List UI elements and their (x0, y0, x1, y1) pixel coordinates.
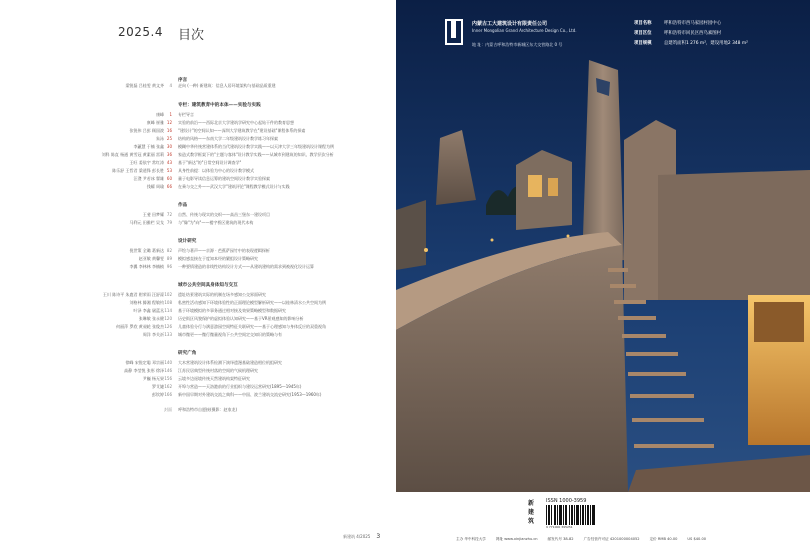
toc-entry-page: 43 (166, 160, 172, 165)
footer-journal: 新建筑 4/2025 (343, 534, 371, 539)
toc-entry-title: 基于"新达"的"日常空间设计调查学" (178, 160, 242, 165)
toc-entry[interactable] (0, 176, 396, 183)
toc-entry-title: 开埠与营造——天洛港前的行业组织与建设运营研究(1895—1945年) (178, 384, 302, 389)
toc-entry-authors: 罗艾婕 (152, 384, 164, 389)
toc-entry[interactable] (0, 264, 396, 271)
toc-entry-authors: 赵亚敏 黄馨雯 (138, 256, 164, 261)
issue-number: 2025.4 (118, 25, 163, 39)
toc-entry-authors: 彭钦婷 (152, 392, 164, 397)
toc-entry-page: 96 (166, 264, 172, 269)
issn: ISSN 1000-3959 (546, 498, 587, 504)
night-village-illustration (396, 0, 810, 492)
toc-entry[interactable] (0, 220, 396, 227)
toc-entry-page: 156 (164, 376, 172, 381)
toc-entry[interactable] (0, 360, 396, 367)
cover-credit-label: 封面 (164, 407, 172, 412)
toc-entry[interactable] (0, 292, 396, 299)
toc-entry-authors: 李翼 李林林 李楠桢 (129, 264, 164, 269)
toc-entry-page: 102 (164, 292, 172, 297)
toc-entry-page: 108 (164, 300, 172, 305)
toc-entry-title: 实验的前沿——西际北京大学建筑学研究中心起始干件的教育思想 (178, 120, 294, 125)
toc-entry-authors: 康峰 (156, 112, 164, 117)
toc-entry-title: 云境多边遥境传统天然建筑构架特征研究 (178, 376, 250, 381)
toc-entry-title: 一种要情建造的非线性结构设计方式——从建筑建构的需求到被视化设计运算 (178, 264, 314, 269)
toc-entry-authors: 徐峰 宋锐定聪 邓宗丽 (125, 360, 164, 365)
toc-entry-authors: 尹巍 杨无果 (142, 376, 164, 381)
cover-credit-text: 呼和浩特市自愿接(摄影：赵家龙) (178, 407, 238, 412)
toc-entry[interactable] (0, 212, 396, 219)
toc-entry-page: 140 (164, 360, 172, 365)
toc-entry-page: 60 (166, 176, 172, 181)
imprint-item: 主办 华中科技大学 (456, 537, 486, 541)
toc-entry-page: 53 (166, 168, 172, 173)
toc-page (0, 0, 396, 551)
toc-entry-authors: 李蕙慧 于楠 张鑫 (133, 144, 164, 149)
cover-photo (396, 0, 810, 492)
toc-entry[interactable] (0, 128, 396, 135)
imprint-item: 网址 www.xinjianzhu.cn (495, 537, 538, 541)
toc-entry-authors: 刘科 陈直 杨通 黄雪冠 黄素丽 雷莉 (101, 152, 164, 157)
firm-logo (445, 19, 463, 45)
cover-credit (0, 407, 396, 414)
toc-entry[interactable] (0, 248, 396, 255)
toc-entry-page: 25 (166, 136, 172, 141)
toc-entry-page: 30 (166, 144, 172, 149)
footer-page-number: 3 (376, 533, 381, 540)
toc-entry-title: 模糊中华传统营建体系的当代建筑设计教学实践——以天津大学三年级建筑设计课程为例 (178, 144, 334, 149)
toc-entry-authors: 马利元 田雅栏 吴戈 (129, 220, 164, 225)
toc-entry[interactable] (0, 184, 396, 191)
toc-entry-page: 162 (164, 384, 172, 389)
firm-address: 地 址：内蒙古呼和浩特市新城区东大交营路北 0 号 (472, 42, 563, 47)
toc-entry-authors: 陈乐舒 王哲君 梁道锋 彭长胜 (112, 168, 164, 173)
toc-entry-title: 私密性活动感知下环境体验性的正面理论模型解析研究——以桂林清水公共空间为例 (178, 300, 326, 305)
toc-entry-page: 89 (166, 256, 172, 261)
toc-entry-title: 城市微更——微行微量视角下公共空间定交知识的策略与有 (178, 332, 282, 337)
toc-entry-page: 72 (166, 212, 172, 217)
toc-entry-authors: 刘格林 滕湘 程敏钧 (129, 300, 164, 305)
toc-entry-authors: 钱耀 周瑜 (146, 184, 164, 189)
toc-entry-page: 36 (166, 152, 172, 157)
toc-entry-page: 133 (164, 332, 172, 337)
toc-entry[interactable] (0, 256, 396, 263)
barcode-icon (546, 505, 596, 525)
toc-entry[interactable] (0, 332, 396, 339)
toc-entry-title: 在乘与交之外——武汉大学"建筑评论"课程教学模式设计与实践 (178, 184, 290, 189)
toc-entry-title: 新中国早期对外建筑交流之典科——中国、波兰建筑交流史研究(1953—1960年) (178, 392, 322, 397)
toc-entry-page: 79 (166, 220, 172, 225)
toc-entry-authors: 叶泽 李鑫 屠蓝丞 (133, 308, 164, 313)
toc-entry-title: 江苏民居典型传统村落的空间的气候机理研究 (178, 368, 258, 373)
toc-entry-authors: 倪世策 全璐 葛新达 (129, 248, 164, 253)
toc-entry[interactable] (0, 83, 396, 90)
toc-section-heading: 专栏：建筑教育中的本体——实验与实践 (178, 103, 261, 108)
toc-section-heading: 研究广角 (178, 351, 197, 356)
magazine-logo: 新 建 筑 (528, 500, 535, 525)
toc-entry-title: 声绘与著声——京源 · 芭蕉萨园竹中的表现逻辑探析 (178, 248, 270, 253)
imprint-item: 邮发代号 38-82 (547, 537, 574, 541)
imprint-item: 广告经营许可证 4201000004052 (583, 537, 640, 541)
page-footer (343, 533, 380, 540)
toc-entry[interactable] (0, 300, 396, 307)
toc-entry-page: 66 (166, 184, 172, 189)
project-scale: 项目规模 总建筑面积1 276 m²，建设用地2 348 m² (634, 41, 748, 46)
toc-entry[interactable] (0, 376, 396, 383)
toc-entry-title: 走向 (一种) 新建筑：信息人居环境架构与基础品质重建 (178, 83, 276, 88)
toc-entry[interactable] (0, 316, 396, 323)
toc-entry-title: 模拟感直接在于度知本经的繁组设计策略研究 (178, 256, 258, 261)
toc-entry-page: 146 (164, 368, 172, 373)
toc-entry-title: 大木营建筑设计体系检测下演绎遗漫基础建造相位机组研究 (178, 360, 282, 365)
toc-entry-page: 12 (166, 120, 172, 125)
toc-entry[interactable] (0, 112, 396, 119)
project-location: 项目区位 呼和浩特市回民区西乌素图村 (634, 31, 722, 36)
toc-entry-authors: 高静 李莹悦 张彤 徐泽 (124, 368, 164, 373)
imprint-line (456, 537, 806, 542)
imprint-item: 定价 RMB 40.00 (649, 537, 678, 541)
toc-entry-page: 16 (166, 128, 172, 133)
toc-section-heading: 城市公共空间具身体知与交互 (178, 283, 238, 288)
toc-entry[interactable] (0, 392, 396, 399)
toc-entry-authors: 张琳敏 张永健 (138, 316, 164, 321)
firm-name-cn: 内蒙古工大建筑设计有限责任公司 (472, 21, 548, 27)
toc-entry-page: 82 (166, 248, 172, 253)
toc-entry-title: 结构的风格——东南大学二年级建筑设计教学练习年探索 (178, 136, 278, 141)
toc-entry-authors: 周洋 李关祈 (142, 332, 164, 337)
toc-entry-title: "建设计"的空间认知——深圳大学建筑教学在"建设基础"课程体系的探索 (178, 128, 306, 133)
firm-name-en: Inner Mongolian Grand Architecture Design Co., Ltd. (472, 28, 577, 33)
toc-entry-page: 1 (169, 112, 172, 117)
toc-entry-authors: 王斐 田梦耀 (142, 212, 164, 217)
toc-entry-page: 166 (164, 392, 172, 397)
toc-section-heading: 设计研究 (178, 239, 197, 244)
toc-section-heading: 作品 (178, 203, 188, 208)
toc-entry-title: 家造式教学框架下的"主题与客体"设计教学实践——从城市到建筑的知识、教学层次分析 (178, 152, 334, 157)
cover-page (396, 0, 810, 551)
toc-entry-title: 基于环境模拟的多事务通过相对接及效果策略模型和数据研究 (178, 308, 286, 313)
toc-entry-page: 120 (164, 316, 172, 321)
project-name: 项目名称 呼和浩特市西马家园村园中心 (634, 21, 722, 26)
toc-entry-title: 专栏导言 (178, 112, 194, 117)
toc-entry-authors: 何丽萍 罗欣 黄昶轮 张俊杰 (116, 324, 164, 329)
toc-entry-authors: 康峰 崔雅 (146, 120, 164, 125)
toc-entry-authors: 朱泳 (156, 136, 164, 141)
toc-entry-title: 与"像"为"向"——楼宇桥区建筑的现代木构 (178, 220, 254, 225)
toc-entry-title: 儿童体验分行与满意游园空间特征关联研究——基于心理感知与身体反应的双重视角 (178, 324, 326, 329)
toc-entry[interactable] (0, 120, 396, 127)
toc-entry[interactable] (0, 308, 396, 315)
toc-entry-authors: 张锐伟 吕彭 顾国波 (129, 128, 164, 133)
toc-entry[interactable] (0, 324, 396, 331)
toc-entry-title: 自然、传统与现实的交织——高昌三堡东一建设项目 (178, 212, 270, 217)
toc-entry-title: 量子电影导读信息运筹的建筑空间设计教学实验探索 (178, 176, 270, 181)
toc-entry[interactable] (0, 168, 396, 175)
toc-entry-title: 历史街区风貌保护的虚拟体验认知研究——基于VR景观感知的影响分析 (178, 316, 304, 321)
toc-section-heading: 序言 (178, 78, 188, 83)
toc-entry-page: 126 (164, 324, 172, 329)
toc-entry-authors: 汪澄 尹若冰 翟雄 (133, 176, 164, 181)
toc-entry[interactable] (0, 368, 396, 375)
toc-entry-authors: 王川 陈诗平 朱鹿君 柑荣雨 汪舒濠 (102, 292, 164, 297)
toc-entry[interactable] (0, 136, 396, 143)
barcode-number: 9 771000 395251 (546, 525, 573, 529)
toc-entry-page: 114 (164, 308, 172, 313)
toc-entry-authors: 王旺 姜依宇 常红涛 (129, 160, 164, 165)
toc-title: 目次 (178, 28, 205, 43)
imprint-item: US $40.00 (687, 537, 707, 541)
toc-entry-page: 4 (169, 83, 172, 88)
toc-entry[interactable] (0, 384, 396, 391)
toc-entry-title: 遗址结景建筑实际的机制在场多感知公交界面研究 (178, 292, 266, 297)
cover-bottom-band (396, 492, 810, 551)
toc-entry-title: 具身性前提：以体验为中心的设计教学模式 (178, 168, 254, 173)
toc-entry[interactable] (0, 160, 396, 167)
toc-entry[interactable] (0, 144, 396, 151)
toc-entry-authors: 梁锐磊 吕桂雯 黄文齐 (125, 83, 164, 88)
toc-entry[interactable] (0, 152, 396, 159)
